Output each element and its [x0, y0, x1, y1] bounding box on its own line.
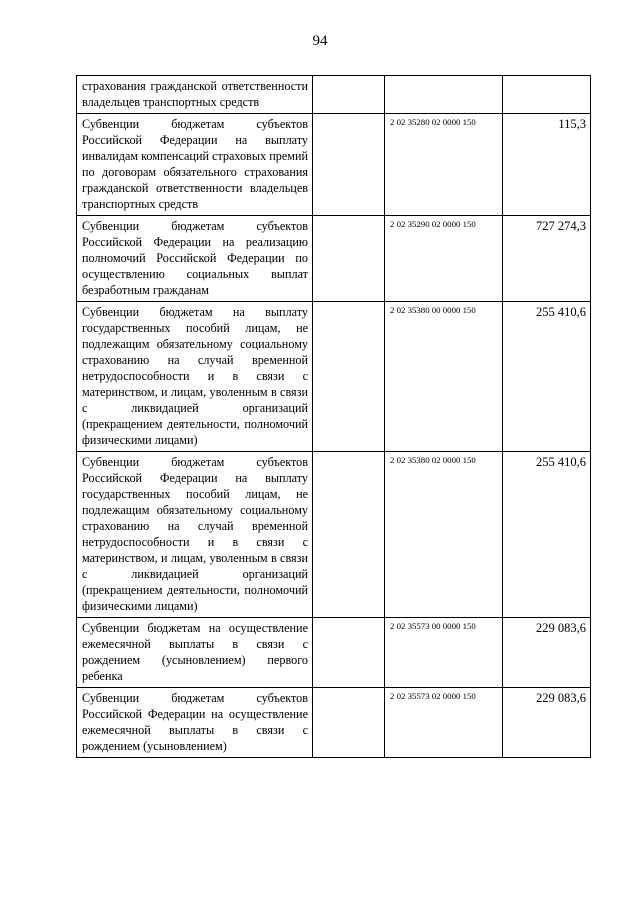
amount-cell: 229 083,6 — [503, 618, 591, 688]
empty-cell — [313, 452, 385, 618]
empty-cell — [313, 618, 385, 688]
budget-code-cell: 2 02 35573 00 0000 150 — [385, 618, 503, 688]
budget-code-cell: 2 02 35380 00 0000 150 — [385, 302, 503, 452]
empty-cell — [313, 302, 385, 452]
income-name-cell: Субвенции бюджетам субъектов Российской Федерации на реализацию полномочий Российской Федерации по осуществлению социальных выплат безработным гражданам — [77, 216, 313, 302]
amount-cell: 255 410,6 — [503, 452, 591, 618]
amount-cell: 115,3 — [503, 114, 591, 216]
amount-cell: 255 410,6 — [503, 302, 591, 452]
page-number: 94 — [312, 33, 328, 49]
income-name-cell: Субвенции бюджетам субъектов Российской Федерации на осуществление ежемесячной выплаты в связи с рождением (усыновлением) — [77, 688, 313, 758]
table-row — [77, 618, 591, 688]
amount-cell: 229 083,6 — [503, 688, 591, 758]
empty-cell — [313, 688, 385, 758]
income-name-cell: Субвенции бюджетам субъектов Российской Федерации на выплату государственных пособий лицам, не подлежащим обязательному социальному страхованию на случай временной нетрудоспособности и в связи с материнством, и лицам, уволенным в связи с ликвидацией организаций (прекращением деятельности, полномочий физическими лицами) — [77, 452, 313, 618]
budget-code-cell: 2 02 35290 02 0000 150 — [385, 216, 503, 302]
amount-cell — [503, 76, 591, 114]
income-name-cell: Субвенции бюджетам на осуществление ежемесячной выплаты в связи с рождением (усыновлением) первого ребенка — [77, 618, 313, 688]
budget-code-cell: 2 02 35280 02 0000 150 — [385, 114, 503, 216]
empty-cell — [313, 114, 385, 216]
table-row — [77, 76, 591, 114]
table-row — [77, 302, 591, 452]
budget-code-cell: 2 02 35573 02 0000 150 — [385, 688, 503, 758]
table-row — [77, 114, 591, 216]
table-row — [77, 688, 591, 758]
table-row — [77, 452, 591, 618]
empty-cell — [313, 216, 385, 302]
table-row — [77, 216, 591, 302]
income-name-cell: Субвенции бюджетам на выплату государственных пособий лицам, не подлежащим обязательному социальному страхованию на случай временной нетрудоспособности и в связи с материнством, и лицам, уволенным в связи с ликвидацией организаций (прекращением деятельности, полномочий физическими лицами) — [77, 302, 313, 452]
budget-table — [76, 75, 591, 758]
budget-code-cell: 2 02 35380 02 0000 150 — [385, 452, 503, 618]
income-name-cell: страхования гражданской ответственности владельцев транспортных средств — [77, 76, 313, 114]
income-name-cell: Субвенции бюджетам субъектов Российской Федерации на выплату инвалидам компенсаций страховых премий по договорам обязательного страхования гражданской ответственности владельцев транспортных средств — [77, 114, 313, 216]
amount-cell: 727 274,3 — [503, 216, 591, 302]
budget-code-cell — [385, 76, 503, 114]
empty-cell — [313, 76, 385, 114]
